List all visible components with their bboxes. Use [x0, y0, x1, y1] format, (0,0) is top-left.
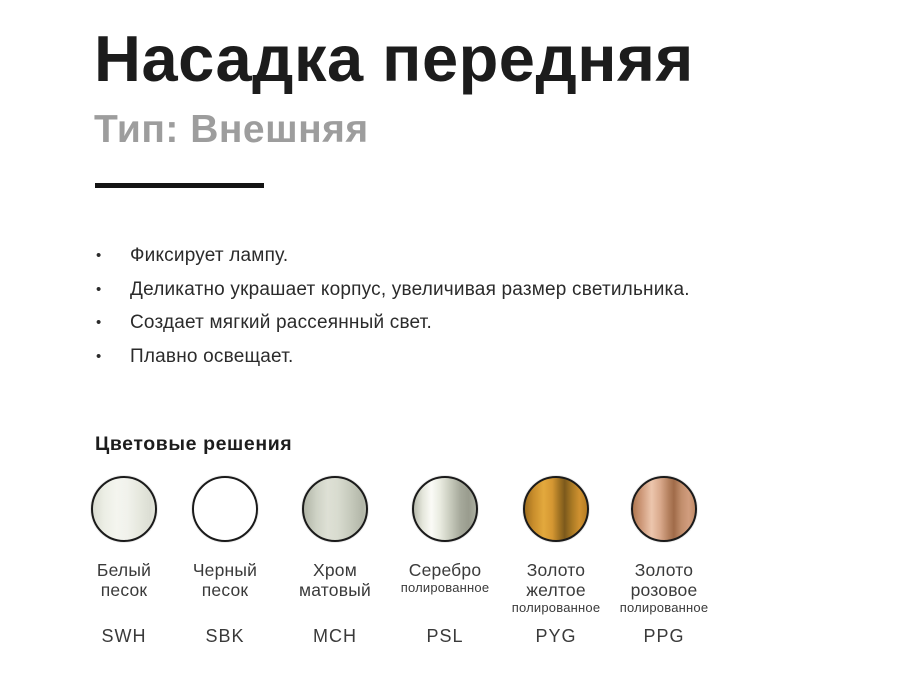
color-swatch-matte-chrome [302, 476, 368, 542]
swatch-code: SBK [205, 626, 245, 646]
page-subtitle: Тип: Внешняя [94, 108, 369, 151]
color-swatch-polished-silver [412, 476, 478, 542]
page-title: Насадка передняя [94, 22, 694, 95]
feature-text: Деликатно украшает корпус, увеличивая размер светильника. [130, 278, 690, 300]
swatch-row [0, 476, 900, 676]
swatch-col-psl [389, 476, 501, 646]
feature-text: Фиксирует лампу. [130, 245, 289, 266]
bullet-icon: • [96, 247, 102, 264]
swatch-col-sbk [169, 476, 281, 646]
color-swatch-yellow-gold [523, 476, 589, 542]
swatch-col-swh [68, 476, 180, 646]
bullet-icon: • [96, 347, 102, 365]
swatch-label: Белый песок [96, 560, 152, 600]
divider [95, 183, 264, 188]
feature-list [96, 246, 690, 380]
swatch-label: Золото желтое полированное [511, 560, 601, 615]
swatch-label: Хром матовый [299, 560, 371, 600]
list-item [96, 313, 690, 333]
swatch-code: PYG [535, 626, 577, 646]
feature-text: Плавно освещает. [130, 345, 294, 367]
swatch-col-ppg [608, 476, 720, 646]
swatch-label: Золото розовое полированное [619, 560, 709, 615]
color-swatch-black-sand [192, 476, 258, 542]
bullet-icon: • [96, 280, 102, 298]
swatch-code: PSL [426, 626, 464, 646]
bullet-icon: • [96, 314, 102, 331]
swatch-label: Серебро полированное [400, 560, 490, 595]
list-item [96, 280, 690, 300]
color-swatch-rose-gold [631, 476, 697, 542]
list-item [96, 347, 690, 367]
colors-heading: Цветовые решения [95, 433, 293, 455]
swatch-code: SWH [101, 626, 147, 646]
swatch-col-mch [279, 476, 391, 646]
feature-text: Создает мягкий рассеянный свет. [130, 312, 432, 333]
list-item [96, 246, 690, 266]
swatch-code: MCH [313, 626, 357, 646]
swatch-col-pyg [500, 476, 612, 646]
color-swatch-white-sand [91, 476, 157, 542]
swatch-code: PPG [643, 626, 685, 646]
swatch-label: Черный песок [192, 560, 258, 600]
